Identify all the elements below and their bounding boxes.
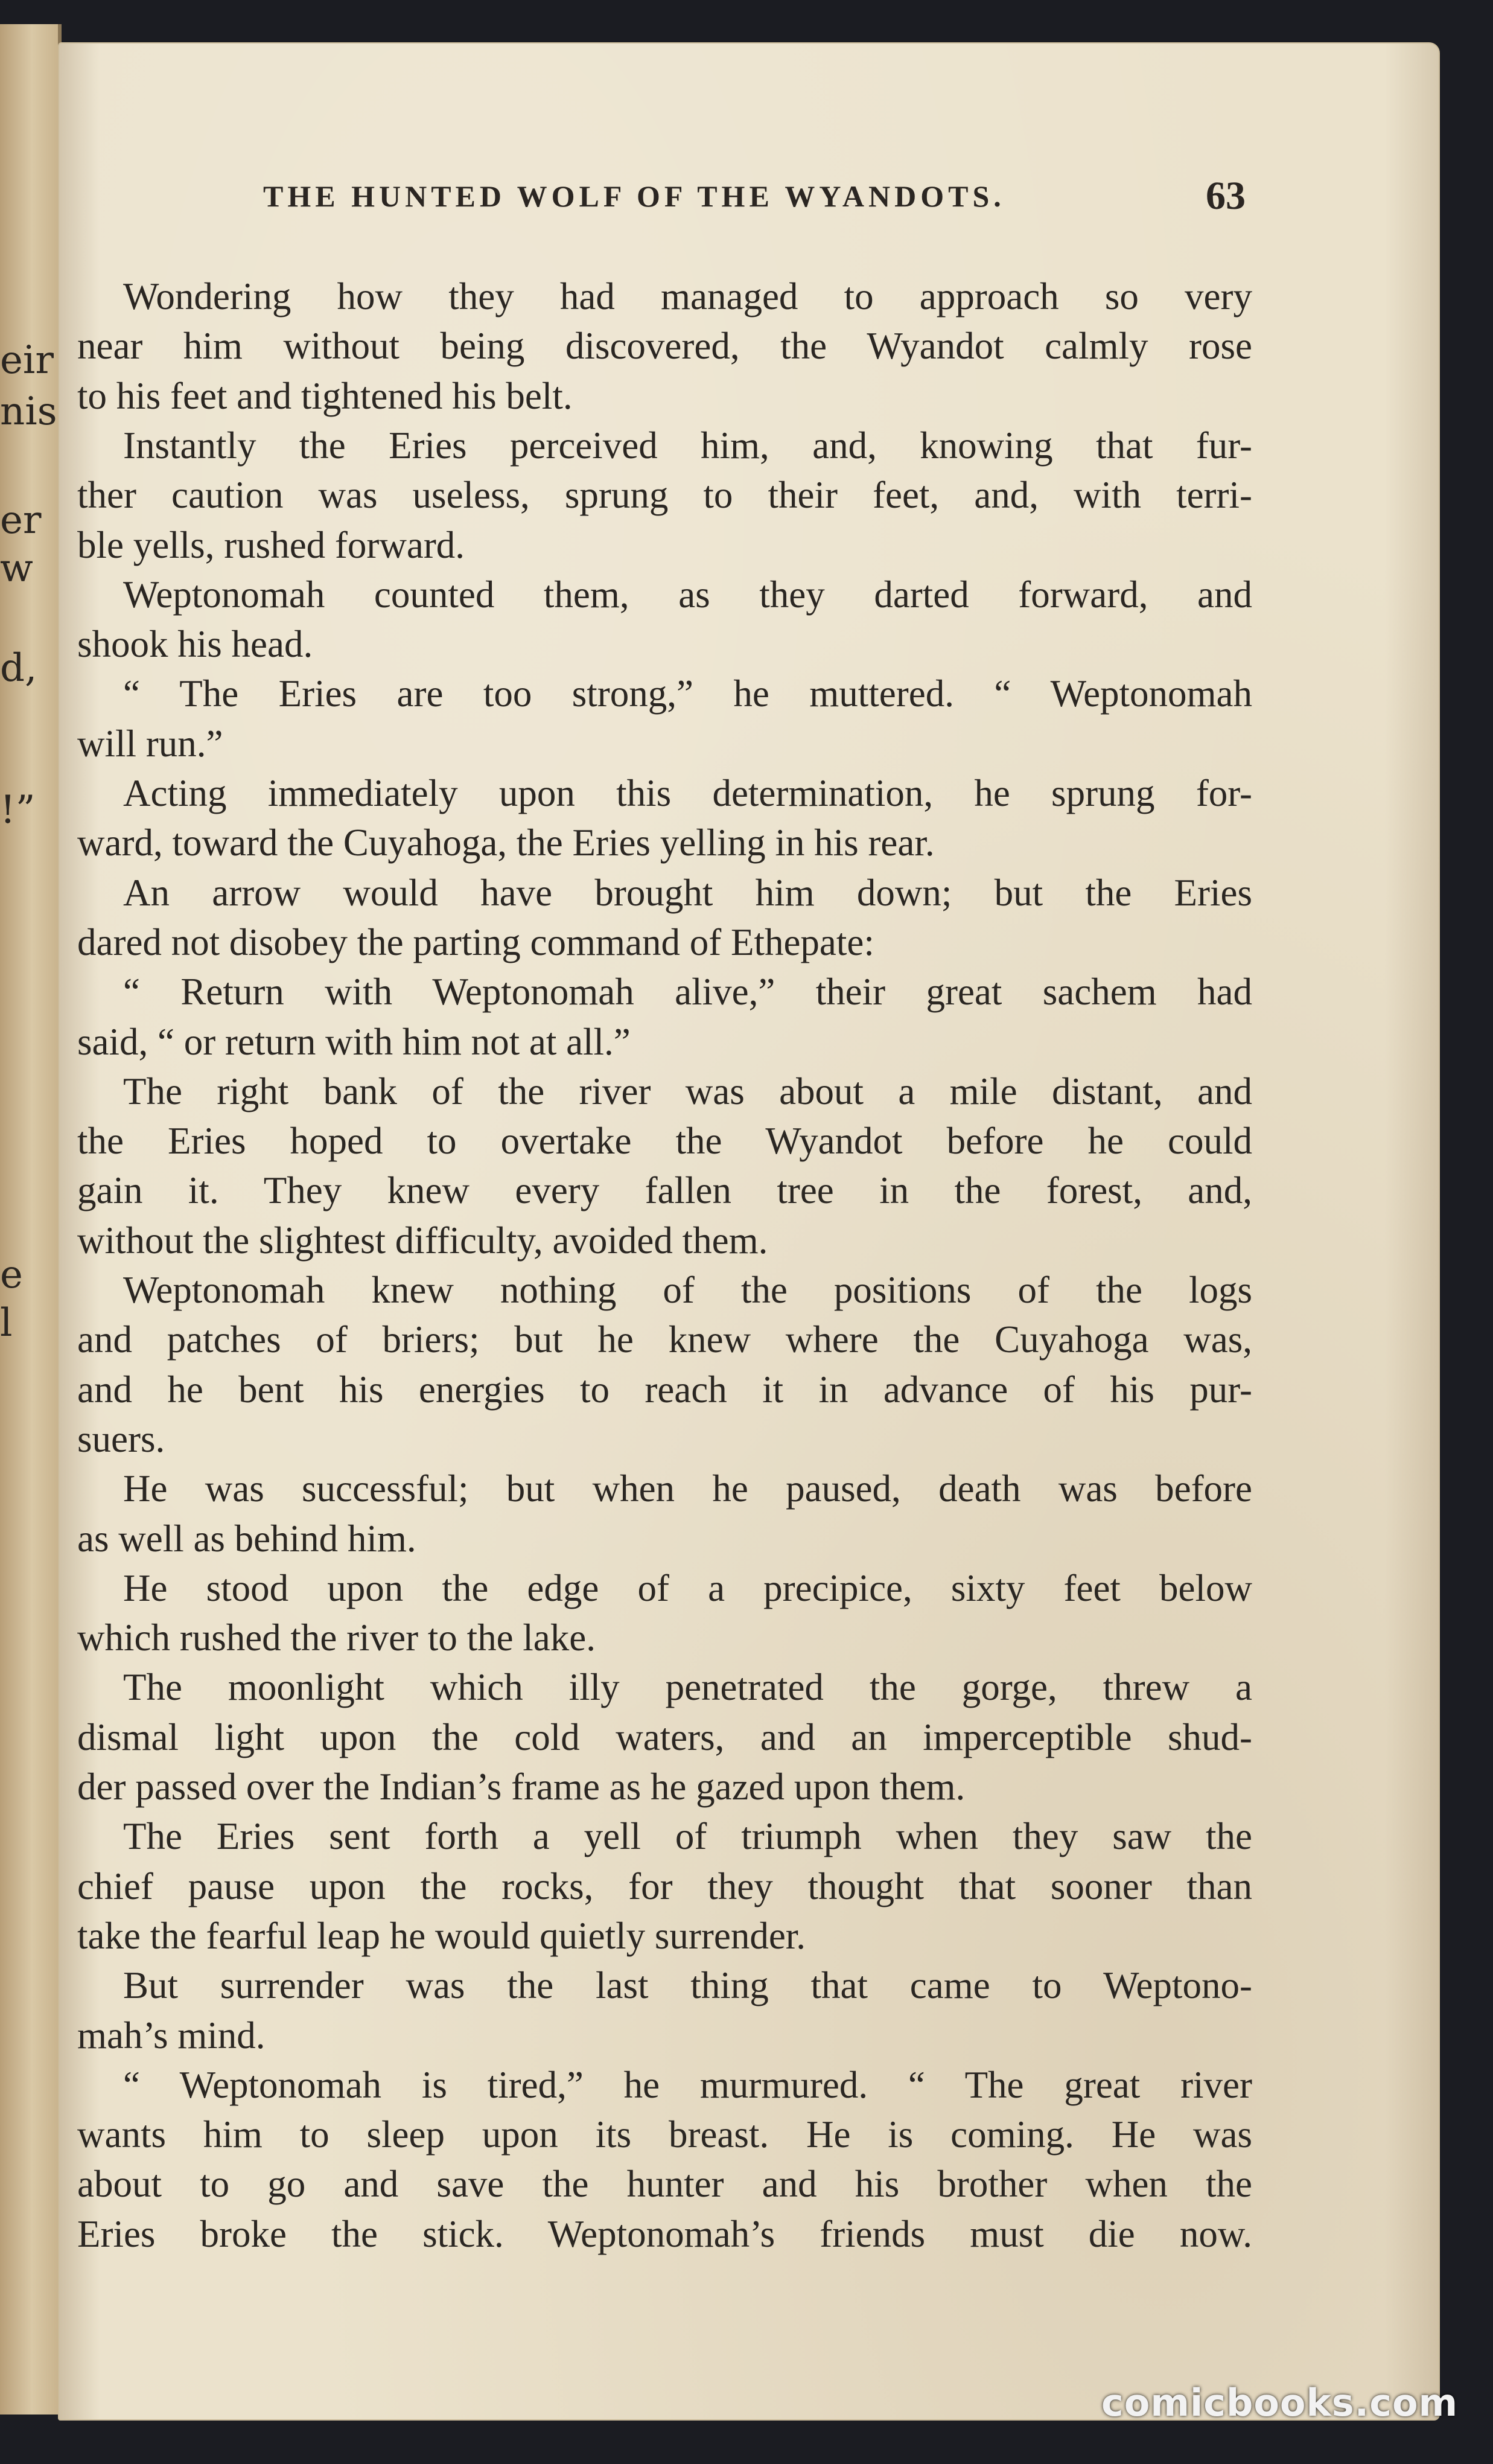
previous-page-fragment: nis <box>0 389 57 434</box>
running-title: THE HUNTED WOLF OF THE WYANDOTS. <box>263 179 1005 213</box>
text-line: and he bent his energies to reach it in advance of his pur- <box>77 1368 1252 1411</box>
text-line: Eries broke the stick. Weptonomah’s friends must die now. <box>77 2213 1252 2255</box>
text-line: which rushed the river to the lake. <box>77 1617 596 1659</box>
text-line: as well as behind him. <box>77 1518 416 1560</box>
text-line: der passed over the Indian’s frame as he gazed upon them. <box>77 1766 966 1808</box>
book-page <box>58 42 1440 2421</box>
text-line: dismal light upon the cold waters, and an imperceptible shud- <box>77 1716 1252 1758</box>
text-line: take the fearful leap he would quietly surrender. <box>77 1915 806 1957</box>
text-line: Weptonomah knew nothing of the positions of the logs <box>123 1269 1252 1311</box>
text-line: Weptonomah counted them, as they darted forward, and <box>123 573 1252 616</box>
text-line: suers. <box>77 1418 165 1460</box>
text-line: Instantly the Eries perceived him, and, knowing that fur- <box>123 424 1252 467</box>
text-line: the Eries hoped to overtake the Wyandot before he could <box>77 1120 1252 1162</box>
text-line: near him without being discovered, the Wyandot calmly rose <box>77 325 1252 367</box>
text-line: He stood upon the edge of a precipice, sixty feet below <box>123 1567 1252 1609</box>
text-line: Acting immediately upon this determination, he sprung for- <box>123 772 1252 814</box>
previous-page-fragment: eir <box>0 338 54 383</box>
previous-page-fragment: !” <box>0 788 36 832</box>
text-line: to his feet and tightened his belt. <box>77 375 573 417</box>
text-line: wants him to sleep upon its breast. He is coming. He was <box>77 2113 1252 2156</box>
text-line: gain it. They knew every fallen tree in the forest, and, <box>77 1169 1252 1211</box>
previous-page-fragment: w <box>0 546 33 591</box>
text-line: said, “ or return with him not at all.” <box>77 1021 631 1063</box>
text-line: ble yells, rushed forward. <box>77 524 465 566</box>
text-line: The moonlight which illy penetrated the gorge, threw a <box>123 1666 1252 1708</box>
watermark: comicbooks.com <box>1101 2381 1459 2425</box>
text-line: But surrender was the last thing that came to Weptono- <box>123 1964 1252 2006</box>
text-line: about to go and save the hunter and his brother when the <box>77 2163 1252 2205</box>
text-line: will run.” <box>77 723 223 765</box>
body-text <box>58 42 1440 2421</box>
text-line: and patches of briers; but he knew where the Cuyahoga was, <box>77 1318 1252 1361</box>
previous-page-fragment: d, <box>0 646 37 691</box>
text-line: mah’s mind. <box>77 2014 266 2057</box>
text-line: “ Weptonomah is tired,” he murmured. “ The great river <box>123 2064 1252 2106</box>
text-line: The Eries sent forth a yell of triumph when they saw the <box>123 1815 1252 1857</box>
text-line: “ The Eries are too strong,” he muttered. “ Weptonomah <box>123 672 1252 715</box>
previous-page-fragment: l <box>0 1301 13 1345</box>
text-line: chief pause upon the rocks, for they thought that sooner than <box>77 1865 1252 1907</box>
previous-page-fragment: e <box>0 1253 23 1297</box>
text-line: ther caution was useless, sprung to their feet, and, with terri- <box>77 474 1252 516</box>
previous-page-fragment: er <box>0 498 42 543</box>
text-line: without the slightest difficulty, avoided them. <box>77 1219 768 1262</box>
text-line: An arrow would have brought him down; but the Eries <box>123 872 1252 914</box>
text-line: He was successful; but when he paused, death was before <box>123 1467 1252 1510</box>
previous-page-edge <box>0 24 62 2415</box>
text-line: Wondering how they had managed to approach so very <box>123 275 1252 318</box>
text-line: The right bank of the river was about a mile distant, and <box>123 1070 1252 1112</box>
text-line: dared not disobey the parting command of Ethepate: <box>77 921 874 963</box>
text-line: ward, toward the Cuyahoga, the Eries yelling in his rear. <box>77 822 935 864</box>
page-number: 63 <box>1206 174 1246 218</box>
text-line: “ Return with Weptonomah alive,” their great sachem had <box>123 971 1252 1013</box>
text-line: shook his head. <box>77 623 313 665</box>
